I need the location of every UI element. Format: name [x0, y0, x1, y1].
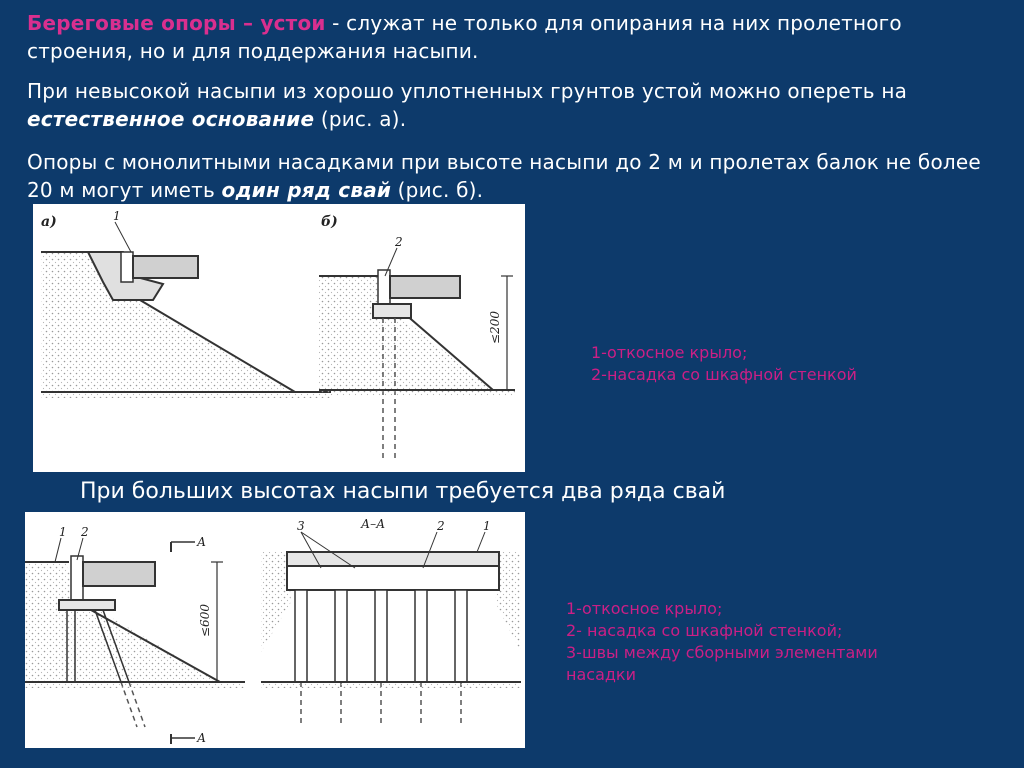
term-abutments: Береговые опоры – устои: [27, 11, 326, 35]
paragraph-text: - служат не только для опирания на них пролетного строения, но и для поддержания насыпи.: [27, 11, 902, 63]
paragraph-natural-base: [27, 77, 997, 133]
paragraph-single-row: [27, 148, 997, 204]
emphasis-natural-base: естественное основание: [27, 107, 315, 131]
pile: [375, 590, 387, 682]
paragraph-text: Опоры с монолитными насадками при высоте насыпи до 2 м и пролетах балок не более 20 м могут иметь: [27, 150, 981, 202]
paragraph-text: (рис. б).: [391, 178, 484, 202]
callout-1: 1: [59, 525, 67, 539]
pile: [455, 590, 467, 682]
pile-inclined-below: [121, 682, 137, 727]
callout-2: 2: [81, 525, 89, 539]
callout-1: 1: [113, 209, 121, 223]
backwall: [121, 252, 133, 282]
pile-cap: [59, 600, 115, 610]
pile-cap-section: [287, 566, 499, 590]
callout-3: 3: [297, 519, 305, 533]
callout-leader: [55, 538, 61, 562]
pile-inclined-below: [129, 682, 145, 727]
legend-item: 1-откосное крыло;: [566, 599, 723, 618]
figure-two-row-piles: [25, 512, 525, 748]
piles-row: [295, 590, 467, 727]
legend-item: 2-насадка со шкафной стенкой: [591, 365, 857, 384]
beam-span: [133, 256, 198, 278]
caption-two-rows: При больших высотах насыпи требуется два ряда свай: [80, 479, 726, 504]
legend-item: 3-швы между сборными элементами: [566, 643, 878, 662]
label-b: б): [321, 214, 338, 230]
callout-1-section: 1: [483, 519, 491, 533]
beam-span-b: [390, 276, 460, 298]
label-a: а): [41, 214, 57, 230]
backwall: [71, 556, 83, 604]
legend-item: насадки: [566, 665, 636, 684]
callout-leader: [477, 532, 485, 552]
figure-drawing: [33, 204, 525, 472]
legend-figure2: [566, 598, 878, 686]
paragraph-text: (рис. а).: [314, 107, 407, 131]
section-letter-top: А: [197, 535, 207, 549]
legend-item: 1-откосное крыло;: [591, 343, 748, 362]
paragraph-abutments: [27, 9, 997, 65]
figure-drawing: [25, 512, 525, 748]
section-letter-bottom: А: [197, 731, 207, 745]
legend-item: 2- насадка со шкафной стенкой;: [566, 621, 843, 640]
callout-leader-b: [385, 248, 397, 276]
pile: [415, 590, 427, 682]
pile: [295, 590, 307, 682]
emphasis-single-row: один ряд свай: [221, 178, 392, 202]
paragraph-text: При невысокой насыпи из хорошо уплотненных грунтов устой можно опереть на: [27, 79, 908, 103]
section-title: А–А: [361, 517, 386, 531]
callout-2-section: 2: [437, 519, 445, 533]
beam-span: [83, 562, 155, 586]
callout-leader: [115, 222, 131, 252]
dimension-label: ≤600: [198, 604, 212, 637]
figure-abutment-types: [33, 204, 525, 472]
pile-cap-b: [373, 304, 411, 318]
dimension-label: ≤200: [488, 311, 502, 344]
legend-figure1: [591, 342, 857, 386]
pile: [335, 590, 347, 682]
callout-2: 2: [395, 235, 403, 249]
